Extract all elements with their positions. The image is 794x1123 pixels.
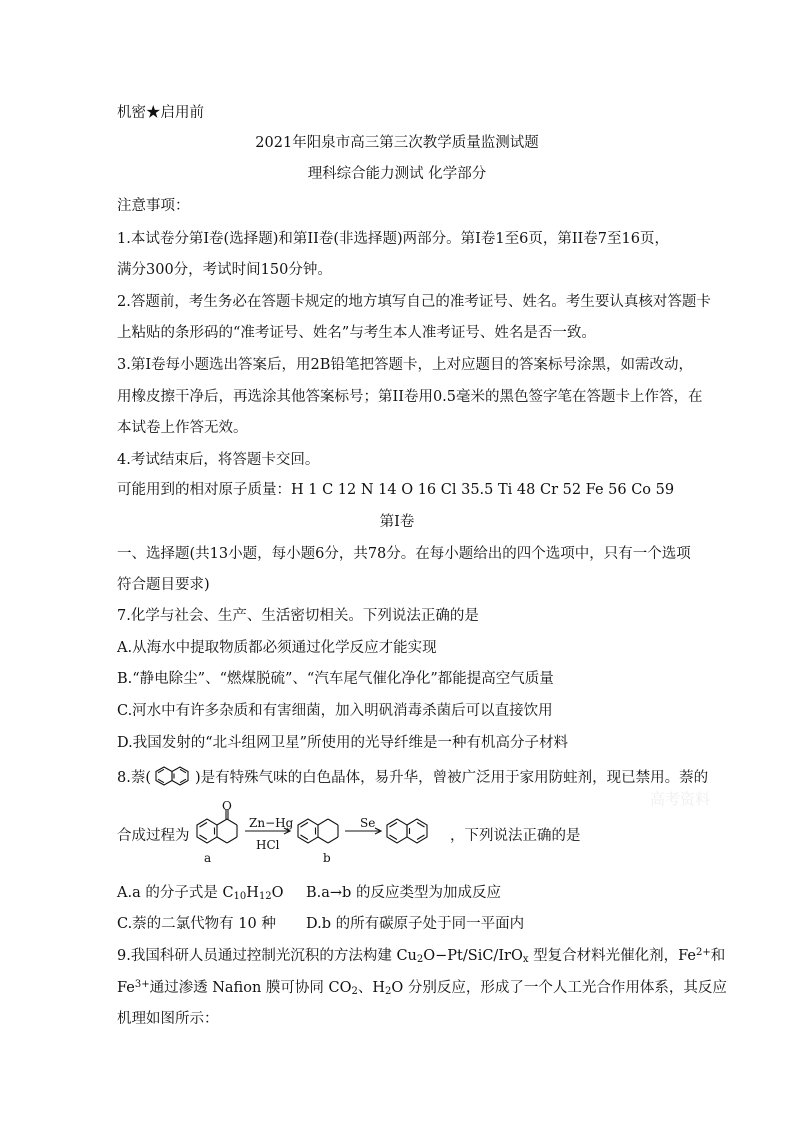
label-compound-a: a bbox=[204, 851, 212, 865]
naphthalene-structure bbox=[387, 819, 427, 843]
q7-option-b: B.“静电除尘”、“燃煤脱硫”、“汽车尾气催化净化”都能提高空气质量 bbox=[117, 671, 554, 687]
notice-line-8: 4.考试结束后，将答题卡交回。 bbox=[117, 452, 320, 468]
notice-line-7: 本试卷上作答无效。 bbox=[117, 420, 248, 436]
exam-title: 2021年阳泉市高三第三次教学质量监测试题 bbox=[255, 135, 539, 151]
q7-option-c: C.河水中有许多杂质和有害细菌，加入明矾消毒杀菌后可以直接饮用 bbox=[117, 703, 553, 719]
secret-label: 机密★启用前 bbox=[117, 105, 204, 121]
q8-option-d: D.b 的所有碳原子处于同一平面内 bbox=[306, 916, 525, 932]
q9-line-1: 9.我国科研人员通过控制光沉积的方法构建 $Cu_2O-Pt/SiC/IrO_x$ 型复合材料光催化剂，$Fe^{2+}$和 bbox=[117, 947, 726, 965]
compound-b-structure bbox=[298, 819, 338, 843]
q7-option-a: A.从海水中提取物质都必须通过化学反应才能实现 bbox=[117, 640, 437, 656]
q7-stem: 7.化学与社会、生产、生活密切相关。下列说法正确的是 bbox=[117, 608, 479, 624]
atomic-masses: 可能用到的相对原子质量：H 1 C 12 N 14 O 16 Cl 35.5 Ti 48 Cr 52 Fe 56 Co 59 bbox=[117, 482, 675, 498]
notice-line-3: 2.答题前，考生务必在答题卡规定的地方填写自己的准考证号、姓名。考生要认真核对答题卡 bbox=[117, 294, 711, 310]
notice-line-1: 1.本试卷分第I卷(选择题)和第II卷(非选择题)两部分。第I卷1至6页，第II卷7至16页， bbox=[117, 231, 669, 247]
q8-stem-start: 8.萘( bbox=[117, 770, 151, 786]
notice-line-2: 满分300分，考试时间150分钟。 bbox=[117, 262, 332, 278]
exam-subtitle: 理科综合能力测试 化学部分 bbox=[307, 166, 487, 182]
q8-stem-end: )是有特殊气味的白色晶体，易升华，曾被广泛用于家用防蛀剂，现已禁用。萘的 bbox=[195, 770, 709, 786]
q8-option-a: A.a 的分子式是 $C_{10}H_{12}O$ bbox=[117, 885, 284, 902]
q9-line-2: $Fe^{3+}$通过渗透 Nafion 膜可协同 $CO_2$、$H_2O$ 分别反应，形成了一个人工光合作用体系，其反应 bbox=[117, 979, 727, 997]
q9-line-3: 机理如图所示： bbox=[117, 1011, 219, 1027]
label-carbonyl-o: O bbox=[222, 799, 232, 813]
synthesis-prefix: 合成过程为 bbox=[117, 828, 190, 844]
section-instruction-1: 一、选择题(共13小题，每小题6分，共78分。在每小题给出的四个选项中，只有一个选项 bbox=[117, 546, 691, 562]
naphthalene-inline-structure bbox=[152, 765, 194, 791]
compound-a-structure bbox=[197, 810, 237, 843]
notice-heading: 注意事项： bbox=[117, 198, 190, 214]
part1-heading: 第I卷 bbox=[379, 514, 415, 530]
watermark: 高考资料 bbox=[650, 790, 711, 808]
notice-line-6: 用橡皮擦干净后，再选涂其他答案标号；第II卷用0.5毫米的黑色签字笔在答题卡上作答，在 bbox=[117, 389, 703, 405]
reagent-se: Se bbox=[360, 816, 376, 830]
reagent-hcl: HCl bbox=[256, 838, 280, 852]
notice-line-4: 上粘贴的条形码的“准考证号、姓名”与考生本人准考证号、姓名是否一致。 bbox=[117, 325, 596, 341]
section-instruction-2: 符合题目要求) bbox=[117, 577, 210, 593]
q8-option-c: C.萘的二氯代物有 10 种 bbox=[117, 916, 276, 932]
notice-line-5: 3.第I卷每小题选出答案后，用2B铅笔把答题卡，上对应题目的答案标号涂黑，如需改动， bbox=[117, 357, 693, 373]
reagent-zn-hg: Zn−Hg bbox=[249, 816, 294, 830]
synthesis-suffix: ，下列说法正确的是 bbox=[450, 828, 581, 844]
q8-stem bbox=[117, 765, 708, 791]
q7-option-d: D.我国发射的“北斗组网卫星”所使用的光导纤维是一种有机高分子材料 bbox=[117, 735, 569, 751]
label-compound-b: b bbox=[323, 851, 331, 865]
q8-option-b: B.a→b 的反应类型为加成反应 bbox=[306, 885, 501, 901]
